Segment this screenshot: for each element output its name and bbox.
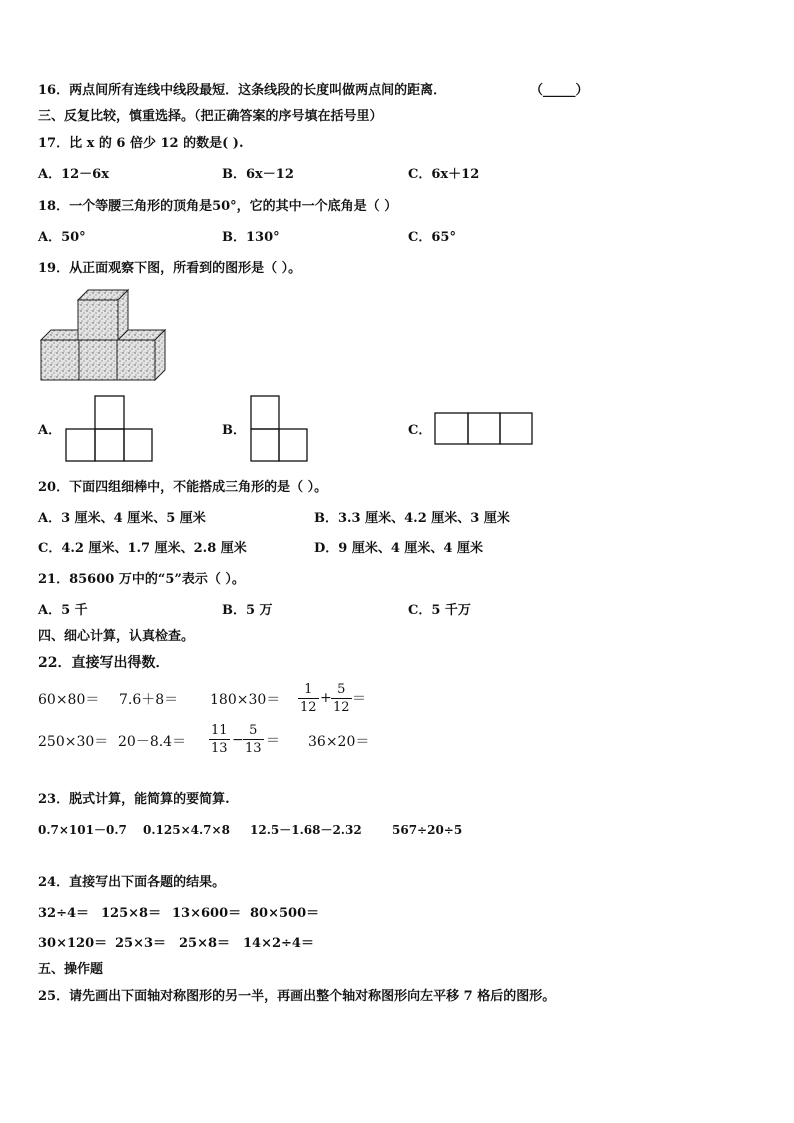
numerator: 1 — [304, 682, 313, 697]
q18-option-a[interactable]: A．50° — [38, 230, 86, 245]
q23-item: 567÷20÷5 — [392, 823, 463, 837]
section-4-heading: 四、细心计算，认真检查。 — [38, 629, 195, 644]
equals-sign: ＝ — [352, 691, 366, 707]
q21-stem: 21．85600 万中的“5”表示（ ）。 — [38, 572, 245, 587]
q19-option-a-figure[interactable] — [64, 395, 154, 463]
q20-option-d[interactable]: D．9 厘米、4 厘米、4 厘米 — [314, 541, 483, 556]
q19-option-c-figure[interactable] — [433, 412, 535, 446]
section-3-heading: 三、反复比较，慎重选择。（把正确答案的序号填在括号里） — [38, 109, 383, 124]
denominator: 12 — [333, 700, 350, 715]
q22-item: 36×20＝ — [308, 734, 370, 750]
q19-cube-figure — [38, 286, 178, 386]
denominator: 12 — [300, 700, 317, 715]
q24-item: 25×8＝ — [179, 936, 231, 951]
q17-option-c[interactable]: C．6x＋12 — [408, 167, 480, 182]
q18-stem: 18．一个等腰三角形的顶角是50°，它的其中一个底角是（ ） — [38, 199, 398, 214]
q17-option-a[interactable]: A．12－6x — [38, 167, 109, 182]
q22-item: 60×80＝ — [38, 692, 100, 708]
q22-item: 180×30＝ — [210, 692, 281, 708]
q22-fraction-b — [331, 683, 352, 714]
q21-option-c[interactable]: C．5 千万 — [408, 603, 471, 618]
q19-option-b-label[interactable]: B． — [222, 423, 246, 438]
q22-item: 7.6＋8＝ — [119, 692, 179, 708]
q23-stem: 23．脱式计算，能简算的要简算. — [38, 792, 230, 807]
denominator: 13 — [211, 741, 228, 756]
q21-option-b[interactable]: B．5 万 — [222, 603, 273, 618]
q23-item: 12.5－1.68－2.32 — [250, 823, 362, 837]
q18-option-b[interactable]: B．130° — [222, 230, 280, 245]
q24-item: 125×8＝ — [101, 906, 162, 921]
q24-stem: 24．直接写出下面各题的结果。 — [38, 875, 226, 890]
q24-item: 80×500＝ — [250, 906, 320, 921]
q19-option-b-figure[interactable] — [249, 395, 309, 463]
q23-item: 0.125×4.7×8 — [143, 823, 230, 837]
q20-option-b[interactable]: B．3.3 厘米、4.2 厘米、3 厘米 — [314, 511, 510, 526]
q16-text: 16．两点间所有连线中线段最短．这条线段的长度叫做两点间的距离． — [38, 83, 447, 98]
plus-sign: + — [320, 690, 332, 706]
numerator: 5 — [249, 723, 258, 738]
q24-item: 32÷4＝ — [38, 906, 90, 921]
q22-item: 250×30＝ — [38, 734, 109, 750]
q22-fraction-a — [298, 683, 319, 714]
minus-sign: − — [232, 732, 244, 748]
q16-answer-blank[interactable]: （_____） — [530, 83, 589, 98]
numerator: 11 — [211, 723, 228, 738]
q22-stem: 22．直接写出得数． — [38, 655, 170, 671]
q24-item: 25×3＝ — [115, 936, 167, 951]
q17-option-b[interactable]: B．6x－12 — [222, 167, 294, 182]
q20-option-c[interactable]: C．4.2 厘米、1.7 厘米、2.8 厘米 — [38, 541, 247, 556]
section-5-heading: 五、操作题 — [38, 962, 104, 977]
q17-stem: 17．比 x 的 6 倍少 12 的数是( ). — [38, 136, 244, 151]
numerator: 5 — [337, 682, 346, 697]
q22-item: 20－8.4＝ — [118, 734, 187, 750]
q24-item: 13×600＝ — [172, 906, 242, 921]
q20-stem: 20．下面四组细棒中，不能搭成三角形的是（ ）。 — [38, 480, 328, 495]
q24-item: 30×120＝ — [38, 936, 108, 951]
q22-fraction-d — [243, 724, 264, 755]
q22-fraction-c — [209, 724, 230, 755]
equals-sign: ＝ — [266, 733, 280, 749]
q18-option-c[interactable]: C．65° — [408, 230, 456, 245]
q19-option-c-label[interactable]: C． — [408, 423, 432, 438]
q23-item: 0.7×101－0.7 — [38, 823, 127, 837]
denominator: 13 — [245, 741, 262, 756]
q19-stem: 19．从正面观察下图，所看到的图形是（ ）。 — [38, 261, 302, 276]
q24-item: 14×2÷4＝ — [243, 936, 314, 951]
q20-option-a[interactable]: A．3 厘米、4 厘米、5 厘米 — [38, 511, 206, 526]
q21-option-a[interactable]: A．5 千 — [38, 603, 88, 618]
q25-stem: 25．请先画出下面轴对称图形的另一半，再画出整个轴对称图形向左平移 7 格后的图形。 — [38, 989, 556, 1004]
q19-option-a-label[interactable]: A． — [38, 423, 62, 438]
